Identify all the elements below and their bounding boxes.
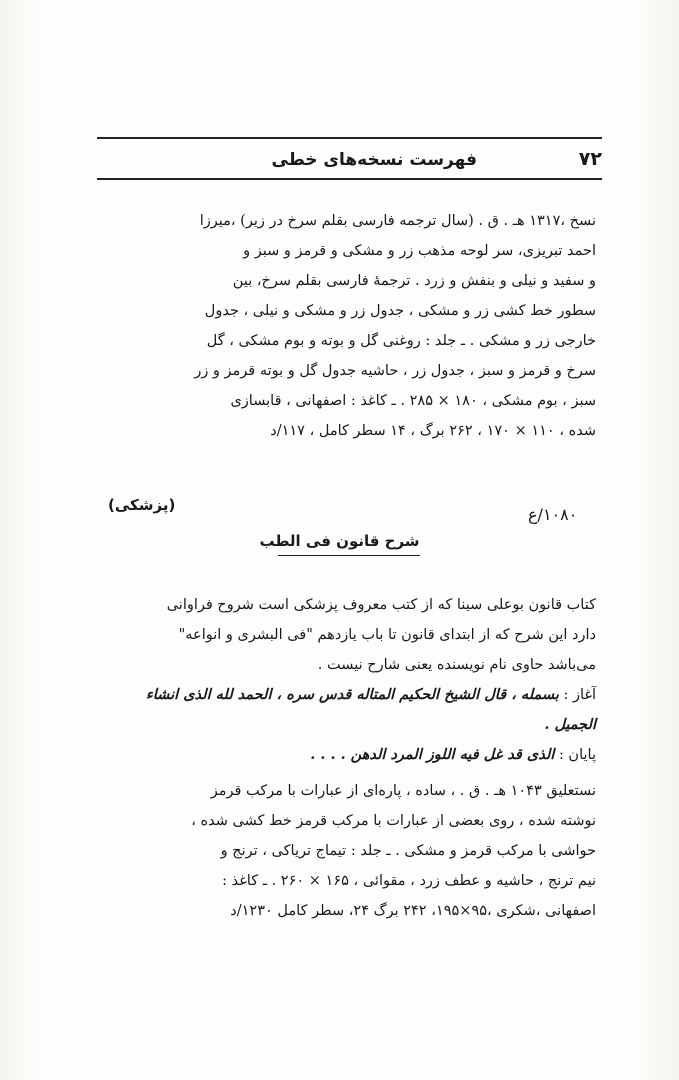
entry-number: ۱۰۸۰/ع (528, 505, 578, 524)
text-line: نیم ترنج ، حاشیه و عطف زرد ، مقوائی ، ۱۶۵ × ۲۶۰ . ـ کاغذ : (222, 873, 596, 889)
text-line: سطور خط کشی زر و مشکی ، جدول زر و مشکی و نیلی ، جدول (204, 303, 596, 319)
text-line: نستعلیق ۱۰۴۳ هـ . ق . ، ساده ، پاره‌ای از عبارات با مرکب قرمز (210, 783, 596, 799)
beginning-label: آغاز : (563, 687, 596, 703)
text-line: اصفهانی ،شکری ،۹۵×۱۹۵، ۲۴۲ برگ ۲۴، سطر کامل ۱۲۳۰/د (230, 903, 596, 919)
text-line: شده ، ۱۱۰ × ۱۷۰ ، ۲۶۲ برگ ، ۱۴ سطر کامل ، ۱۱۷/د (270, 423, 596, 439)
header-rule-top (97, 137, 602, 139)
beginning-text-continued: الجمیل . (544, 716, 596, 733)
page-header (97, 148, 602, 174)
end-label: پایان : (558, 747, 596, 763)
text-line: سبز ، بوم مشکی ، ۱۸۰ × ۲۸۵ . ـ کاغذ : اصفهانی ، قابسازی (230, 393, 596, 409)
text-line: نوشته شده ، روی بعضی از عبارات با مرکب قرمز خط کشی شده ، (191, 813, 596, 829)
text-line: می‌باشد حاوی نام نویسنده یعنی شارح نیست . (317, 657, 596, 673)
end-text: الذی قد غل فیه اللوز المرد الدهن . . . . (310, 746, 555, 763)
text-line: احمد تبریزی، سر لوحه مذهب زر و مشکی و قرمز و سبز و (243, 243, 596, 259)
entry-category: (پزشکی) (108, 496, 176, 514)
header-rule-bottom (97, 178, 602, 180)
entry-description (100, 590, 596, 770)
end-line (100, 740, 596, 770)
text-line: سرخ و قرمز و سبز ، جدول زر ، حاشیه جدول گل و بوته قرمز و زر (194, 363, 596, 379)
title-underline (278, 555, 420, 556)
running-title: فهرست نسخه‌های خطی (271, 150, 477, 170)
previous-entry-continuation (100, 206, 596, 446)
text-line: کتاب قانون بوعلی سینا که از کتب معروف پزشکی است شروح فراوانی (166, 597, 596, 613)
entry-title: شرح قانون فی الطب (259, 532, 420, 550)
text-line: و سفید و نیلی و بنفش و زرد . ترجمه‌ٔ فارسی بقلم سرخ، بین (232, 273, 596, 289)
beginning-text: بسمله ، قال الشیخ الحکیم المتاله قدس سره ، الحمد لله الذی انشاء (145, 686, 559, 703)
beginning-line (100, 680, 596, 710)
text-line: حواشی با مرکب قرمز و مشکی . ـ جلد : تیماج تریاکی ، ترنج و (220, 843, 596, 859)
text-line: نسخ ،۱۳۱۷ هـ . ق . (سال ترجمه فارسی بقلم سرخ در زیر) ،میرزا (199, 213, 596, 229)
page-number: ۷۲ (578, 148, 602, 170)
text-line: خارجی زر و مشکی . ـ جلد : روغنی گل و بوته و بوم مشکی ، گل (206, 333, 596, 349)
text-line: دارد این شرح که از ابتدای قانون تا باب یازدهم "فی البشری و انواعه" (178, 627, 596, 643)
physical-description (100, 776, 596, 926)
